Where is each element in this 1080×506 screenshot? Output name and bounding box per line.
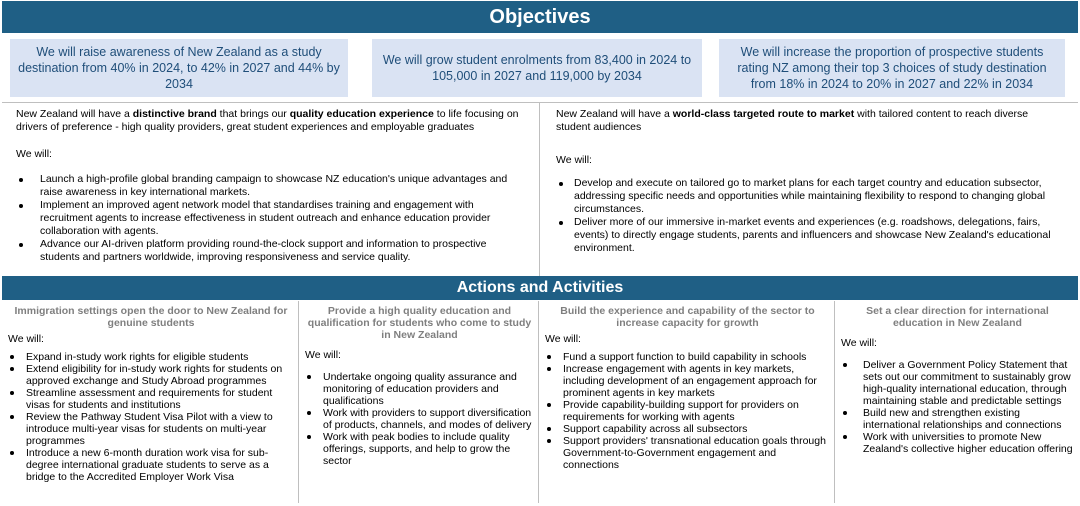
- route-bullet-list: [556, 177, 1062, 255]
- action-bullet-list: [545, 351, 830, 471]
- list-item: Work with peak bodies to include quality offerings, supports, and help to grow the sector: [305, 431, 534, 467]
- we-will-label: We will:: [16, 148, 52, 160]
- action-column-immigration: [2, 301, 299, 503]
- list-item: Undertake ongoing quality assurance and monitoring of education providers and qualifications: [305, 371, 534, 407]
- brand-intro-bold: distinctive brand: [132, 108, 217, 120]
- list-item: Fund a support function to build capability in schools: [545, 351, 830, 363]
- list-item: Extend eligibility for in-study work rights for students on approved exchange and Study Abroad programmes: [8, 363, 294, 387]
- list-item: Work with providers to support diversification of products, channels, and modes of delivery: [305, 407, 534, 431]
- route-intro-text: New Zealand will have a: [556, 108, 673, 120]
- route-intro-text: with tailored content to reach diverse student audiences: [556, 108, 1029, 133]
- column-heading: Set a clear direction for international education in New Zealand: [866, 305, 1049, 329]
- column-heading: Build the experience and capability of the sector to increase capacity for growth: [560, 305, 815, 329]
- column-heading: Provide a high quality education and qualification for students who come to study in New Zealand: [307, 305, 532, 341]
- action-bullet-list: [841, 359, 1074, 455]
- list-item: Support capability across all subsectors: [545, 423, 830, 435]
- list-item: Advance our AI-driven platform providing round-the-clock support and information to prospective students and partners worldwide, improving responsiveness and service quality.: [16, 238, 527, 264]
- list-item: Streamline assessment and requirements for student visas for students and institutions: [8, 387, 294, 411]
- list-item: Launch a high-profile global branding campaign to showcase NZ education's unique advantages and raise awareness in key international markets.: [16, 173, 527, 199]
- we-will-label: We will:: [305, 349, 341, 361]
- we-will-label: We will:: [545, 333, 581, 345]
- list-item: Develop and execute on tailored go to market plans for each target country and education subsector, addressing specific needs and opportunities while maintaining flexibility to respond to changing global circumstances.: [556, 177, 1062, 216]
- objectives-banner: Objectives: [2, 1, 1078, 33]
- list-item: Implement an improved agent network model that standardises training and engagement with recruitment agents to increase effectiveness in student outreach and enhance education provider collaboration with agents.: [16, 199, 527, 238]
- brand-intro-text: that brings our: [216, 108, 290, 120]
- brand-intro: [16, 108, 527, 134]
- we-will-label: We will:: [556, 154, 592, 166]
- column-heading: Immigration settings open the door to New Zealand for genuine students: [14, 305, 288, 329]
- goal-enrolments: We will grow student enrolments from 83,400 in 2024 to 105,000 in 2027 and 119,000 by 2034: [372, 39, 702, 97]
- brand-intro-bold: quality education experience: [289, 108, 434, 120]
- goal-preference: We will increase the proportion of prospective students rating NZ among their top 3 choices of study destination from 18% in 2024 to 20% in 2027 and 22% in 2034: [719, 39, 1065, 97]
- action-bullet-list: [8, 351, 294, 483]
- list-item: Work with universities to promote New Zealand's collective higher education offering: [841, 431, 1074, 455]
- action-bullet-list: [305, 371, 534, 467]
- brand-bullet-list: [16, 173, 527, 264]
- list-item: Deliver more of our immersive in-market events and experiences (e.g. roadshows, delegations, fairs, events) to directly engage students, parents and influencers and showcase New Zealand's educational environment.: [556, 216, 1062, 255]
- action-column-quality: [299, 301, 539, 503]
- list-item: Support providers' transnational education goals through Government-to-Government engagement and connections: [545, 435, 830, 471]
- list-item: Increase engagement with agents in key markets, including development of an engagement approach for prominent agents in key markets: [545, 363, 830, 399]
- brand-intro-text: New Zealand will have a: [16, 108, 133, 120]
- we-will-label: We will:: [841, 337, 877, 349]
- actions-banner: Actions and Activities: [2, 276, 1078, 300]
- list-item: Expand in-study work rights for eligible students: [8, 351, 294, 363]
- list-item: Introduce a new 6-month duration work visa for sub-degree international graduate students to serve as a bridge to the Accredited Employer Work Visa: [8, 447, 294, 483]
- list-item: Build new and strengthen existing international relationships and connections: [841, 407, 1074, 431]
- list-item: Deliver a Government Policy Statement that sets out our commitment to sustainably grow high-quality international education, through maintaining stable and predictable settings: [841, 359, 1074, 407]
- action-column-capability: [539, 301, 835, 503]
- list-item: Review the Pathway Student Visa Pilot with a view to introduce multi-year visas for students on multi-year programmes: [8, 411, 294, 447]
- route-intro: [556, 108, 1062, 134]
- objective-route-panel: [540, 102, 1078, 276]
- route-intro-bold: world-class targeted route to market: [672, 108, 855, 120]
- action-column-direction: [835, 301, 1078, 503]
- objective-brand-panel: [2, 102, 540, 276]
- we-will-label: We will:: [8, 333, 44, 345]
- goal-awareness: We will raise awareness of New Zealand as a study destination from 40% in 2024, to 42% in 2027 and 44% by 2034: [10, 39, 348, 97]
- brand-intro-text: to life focusing on drivers of preference - high quality providers, great student experiences and employable graduates: [16, 108, 519, 133]
- list-item: Provide capability-building support for providers on requirements for working with agents: [545, 399, 830, 423]
